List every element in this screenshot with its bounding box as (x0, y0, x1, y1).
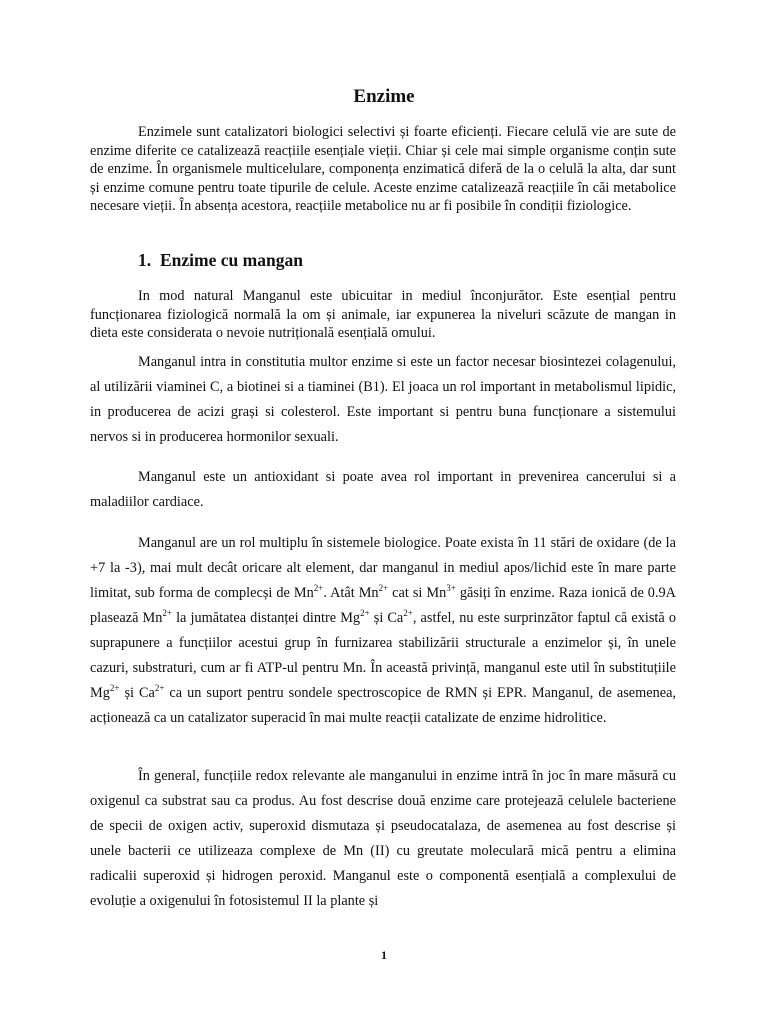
intro-paragraph: Enzimele sunt catalizatori biologici selectivi și foarte eficienți. Fiecare celulă vie are sute de enzime diferite ce catalizează reacțiile esențiale vieții. Chiar și cele mai simple organisme conțin sute de enzime. În organismele multicelulare, componența enzimatică diferă de la o celulă la alta, dar sunt și enzime comune pentru toate tipurile de celule. Aceste enzime catalizează reacțiile în căi metabolice necesare vieții. În absența acestora, reacțiile metabolice nu ar fi posibile în condiții fiziologice. (90, 124, 676, 214)
text-run: și Ca (119, 685, 155, 701)
superscript: 3+ (446, 583, 456, 593)
superscript: 2+ (403, 608, 413, 618)
section-heading (138, 250, 303, 271)
text-run: ca un suport pentru sondele spectroscopice de RMN și EPR. Manganul, de asemenea, acționează ca un catalizator superacid în mai multe reacții catalizate de enzime hidrolitice. (90, 685, 676, 726)
text-run: la jumătatea distanței dintre Mg (171, 610, 361, 626)
paragraph-5: În general, funcțiile redox relevante ale manganului in enzime intră în joc în mare măsură cu oxigenul ca substrat sau ca produs. Au fost descrise două enzime care protejează celulele bacteriene de specii de oxigen activ, superoxid dismutaza și pseudocatalaza, de asemenea au fost descrise și unele bacterii ce utilizeaza complexe de Mn (II) cu greutate moleculară mică pentru a elimina radicalii superoxid și hidrogen peroxid. Manganul este o componentă esențială a complexului de evoluție a oxigenului în fotosistemul II la plante și (90, 768, 676, 909)
superscript: 2+ (313, 583, 324, 593)
text-run: găsiți în enzime. Raza ionică de 0.9A plasează Mn (90, 585, 676, 626)
text-run: , astfel, nu este surprinzător faptul că există o suprapunere a funcțiilor acestui grup în furnizarea stabilizării structurale a enzimelor și, în unele cazuri, substraturi, cum ar fi ATP-ul pentru Mn. În această privință, manganul este util în substituțiile Mg (90, 610, 676, 701)
superscript: 2+ (162, 608, 172, 618)
superscript: 2+ (109, 683, 120, 693)
paragraph-2: Manganul intra in constitutia multor enzime si este un factor necesar biosintezei colagenului, al utilizării viaminei C, a biotinei si a tiaminei (B1). El joaca un rol important in metabolismul lipidic, in producerea de acizi grași si colesterol. Este important si pentru buna funcționare a sistemului nervos si in producerea hormonilor sexuali. (90, 354, 676, 445)
text-run: și Ca (369, 610, 404, 626)
text-run: Manganul are un rol multiplu în sistemele biologice. Poate exista în 11 stări de oxidare (de la +7 la -3), mai mult decât oricare alt element, dar manganul in mediul apos/lichid este în mare parte limitat, sub forma de complecși de Mn (90, 535, 676, 601)
section-title: Enzime cu mangan (160, 250, 303, 270)
superscript: 2+ (378, 583, 389, 593)
superscript: 2+ (154, 683, 165, 693)
page-number: 1 (381, 948, 387, 962)
paragraph-4 (90, 531, 676, 731)
paragraph-1: In mod natural Manganul este ubicuitar in mediul înconjurător. Este esențial pentru funcționarea fiziologică normală la om și animale, iar expunerea la niveluri scăzute de mangan in dieta este considerata o nevoie nutrițională esențială omului. (90, 288, 676, 341)
section-number: 1. (138, 250, 152, 270)
superscript: 2+ (360, 608, 370, 618)
paragraph-3: Manganul este un antioxidant si poate avea rol important in prevenirea cancerului si a maladiilor cardiace. (90, 469, 676, 510)
text-run: . Atât Mn (323, 585, 379, 601)
text-run: cat si Mn (388, 585, 447, 601)
document-title: Enzime (353, 86, 415, 107)
